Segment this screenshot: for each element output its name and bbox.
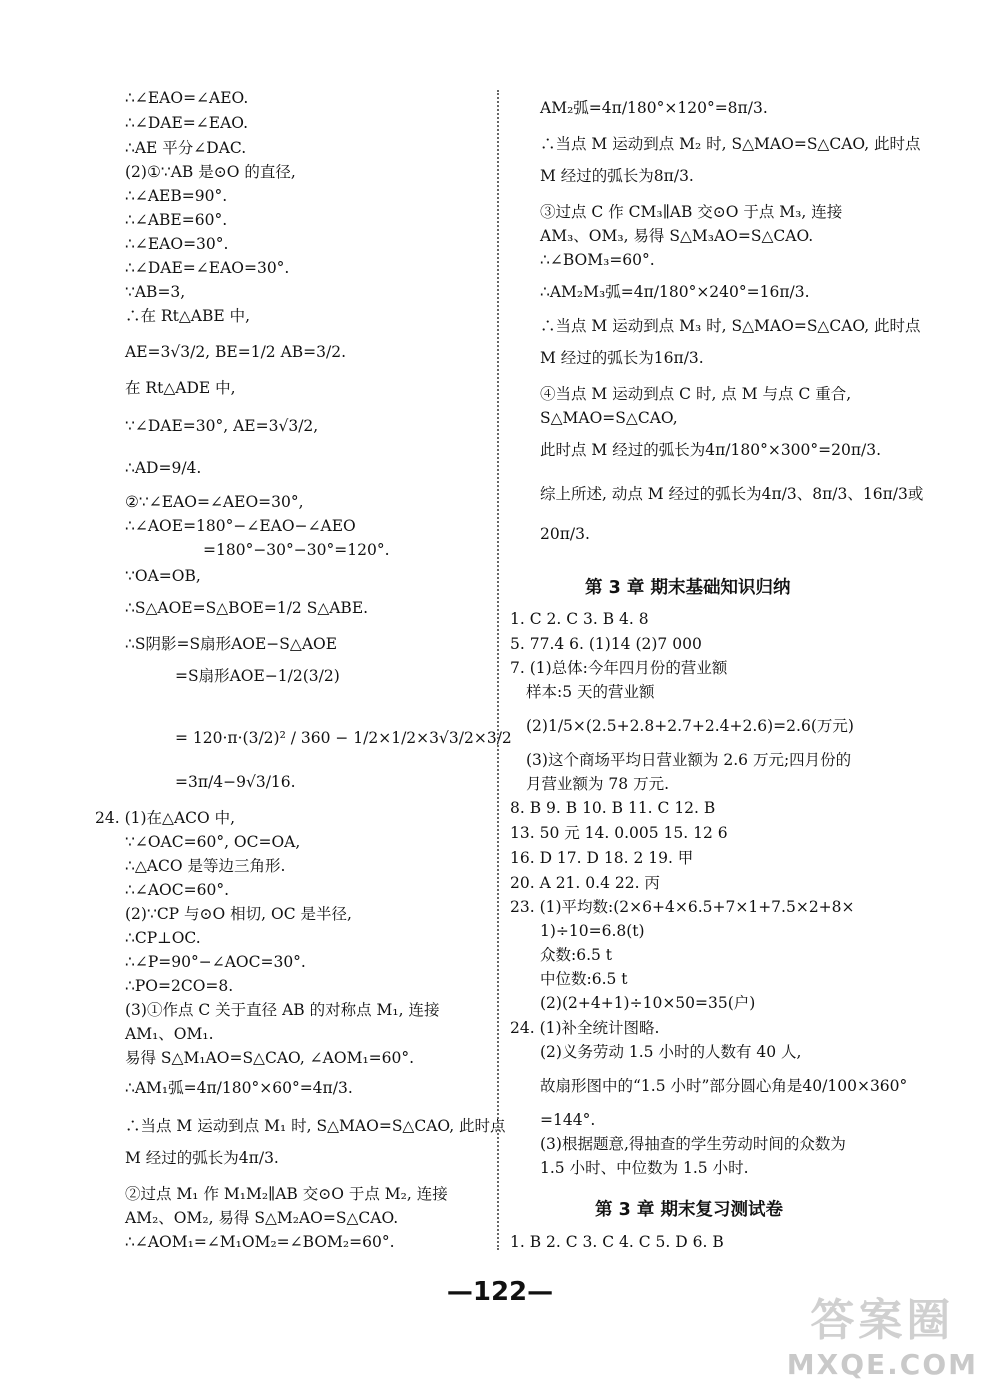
left-lines-29: ∴∠P=90°−∠AOC=30°. [125, 953, 306, 971]
right-lines-20: 月营业额为 78 万元. [526, 775, 670, 793]
right-lines-7: ∴当点 M 运动到点 M₃ 时, S△MAO=S△CAO, 此时点 [540, 317, 921, 335]
right-lines-12: 综上所述, 动点 M 经过的弧长为4π/3、8π/3、16π/3或 [540, 485, 924, 503]
left-lines-5: ∴∠ABE=60°. [125, 211, 228, 229]
left-lines-6: ∴∠EAO=30°. [125, 235, 229, 253]
right-lines-8: M 经过的弧长为16π/3. [540, 349, 704, 367]
left-lines-35: ∴当点 M 运动到点 M₁ 时, S△MAO=S△CAO, 此时点 [125, 1117, 506, 1135]
right-lines-33: =144°. [540, 1111, 596, 1129]
right-lines-4: AM₃、OM₃, 易得 S△M₃AO=S△CAO. [540, 227, 814, 245]
left-lines-4: ∴∠AEB=90°. [125, 187, 228, 205]
column-divider [497, 90, 500, 1250]
left-lines-2: ∴AE 平分∠DAC. [125, 139, 247, 157]
right-lines-29: (2)(2+4+1)÷10×50=35(户) [540, 994, 756, 1012]
right-lines-10: S△MAO=S△CAO, [540, 409, 678, 427]
right-lines-34: (3)根据题意,得抽查的学生劳动时间的众数为 [540, 1135, 846, 1153]
watermark-logo [787, 1284, 978, 1381]
right-lines-31: (2)义务劳动 1.5 小时的人数有 40 人, [540, 1043, 802, 1061]
right-lines-6: ∴AM₂M₃弧=4π/180°×240°=16π/3. [540, 283, 810, 301]
right-lines-11: 此时点 M 经过的弧长为4π/180°×300°=20π/3. [540, 441, 882, 459]
right-lines-19: (3)这个商场平均日营业额为 2.6 万元;四月份的 [526, 751, 852, 769]
left-lines-30: ∴PO=2CO=8. [125, 977, 234, 995]
right-lines-15: 5. 77.4 6. (1)14 (2)7 000 [510, 635, 702, 653]
left-lines-7: ∴∠DAE=∠EAO=30°. [125, 259, 290, 277]
left-lines-15: ∴∠AOE=180°−∠EAO−∠AEO [125, 517, 356, 535]
right-lines-3: ③过点 C 作 CM₃∥AB 交⊙O 于点 M₃, 连接 [540, 203, 843, 221]
left-lines-34: ∴AM₁弧=4π/180°×60°=4π/3. [125, 1079, 353, 1097]
right-lines-22: 13. 50 元 14. 0.005 15. 12 6 [510, 824, 728, 842]
left-lines-1: ∴∠DAE=∠EAO. [125, 114, 248, 132]
right-lines-21: 8. B 9. B 10. B 11. C 12. B [510, 799, 716, 817]
left-lines-27: (2)∵CP 与⊙O 相切, OC 是半径, [125, 905, 352, 923]
left-lines-11: 在 Rt△ADE 中, [125, 379, 236, 397]
left-lines-31: (3)①作点 C 关于直径 AB 的对称点 M₁, 连接 [125, 1001, 440, 1019]
right-lines-25: 23. (1)平均数:(2×6+4×6.5+7×1+7.5×2+8× [510, 898, 855, 916]
headings-0: 第 3 章 期末基础知识归纳 [585, 578, 791, 598]
left-lines-0: ∴∠EAO=∠AEO. [125, 89, 249, 107]
right-lines-28: 中位数:6.5 t [540, 970, 628, 988]
headings-1: 第 3 章 期末复习测试卷 [595, 1200, 783, 1220]
left-lines-19: ∴S阴影=S扇形AOE−S△AOE [125, 635, 338, 653]
left-lines-28: ∴CP⊥OC. [125, 929, 201, 947]
left-lines-32: AM₁、OM₁. [125, 1025, 214, 1043]
left-lines-21: = 120·π·(3/2)² / 360 − 1/2×1/2×3√3/2×3/2 [175, 729, 512, 747]
left-lines-23: 24. (1)在△ACO 中, [95, 809, 236, 827]
left-lines-8: ∵AB=3, [125, 283, 186, 301]
left-lines-18: ∴S△AOE=S△BOE=1/2 S△ABE. [125, 599, 369, 617]
right-lines-35: 1.5 小时、中位数为 1.5 小时. [540, 1159, 749, 1177]
left-lines-3: (2)①∵AB 是⊙O 的直径, [125, 163, 296, 181]
left-lines-13: ∴AD=9/4. [125, 459, 202, 477]
right-lines-26: 1)÷10=6.8(t) [540, 922, 645, 940]
left-lines-39: ∴∠AOM₁=∠M₁OM₂=∠BOM₂=60°. [125, 1233, 395, 1251]
right-lines-9: ④当点 M 运动到点 C 时, 点 M 与点 C 重合, [540, 385, 852, 403]
right-lines-36: 1. B 2. C 3. C 4. C 5. D 6. B [510, 1233, 724, 1251]
left-lines-22: =3π/4−9√3/16. [175, 773, 296, 791]
right-lines-27: 众数:6.5 t [540, 946, 613, 964]
right-lines-30: 24. (1)补全统计图略. [510, 1019, 660, 1037]
left-lines-33: 易得 S△M₁AO=S△CAO, ∠AOM₁=60°. [125, 1049, 415, 1067]
watermark-url: MXQE.COM [786, 1348, 978, 1381]
left-lines-17: ∵OA=OB, [125, 567, 201, 585]
left-lines-36: M 经过的弧长为4π/3. [125, 1149, 279, 1167]
left-lines-26: ∴∠AOC=60°. [125, 881, 229, 899]
right-lines-13: 20π/3. [540, 525, 590, 543]
page-number: —122— [446, 1277, 554, 1307]
right-lines-24: 20. A 21. 0.4 22. 丙 [510, 874, 660, 892]
right-lines-18: (2)1/5×(2.5+2.8+2.7+2.4+2.6)=2.6(万元) [526, 717, 854, 735]
left-lines-9: ∴在 Rt△ABE 中, [125, 307, 250, 325]
right-lines-16: 7. (1)总体:今年四月份的营业额 [510, 659, 728, 677]
watermark-seal: 答案圈 [810, 1295, 955, 1346]
left-lines-16: =180°−30°−30°=120°. [203, 541, 390, 559]
right-lines-1: ∴当点 M 运动到点 M₂ 时, S△MAO=S△CAO, 此时点 [540, 135, 921, 153]
right-lines-32: 故扇形图中的“1.5 小时”部分圆心角是40/100×360° [540, 1077, 908, 1095]
left-lines-37: ②过点 M₁ 作 M₁M₂∥AB 交⊙O 于点 M₂, 连接 [125, 1185, 448, 1203]
right-lines-0: AM₂弧=4π/180°×120°=8π/3. [540, 99, 768, 117]
right-lines-2: M 经过的弧长为8π/3. [540, 167, 694, 185]
left-lines-25: ∴△ACO 是等边三角形. [125, 857, 286, 875]
left-lines-10: AE=3√3/2, BE=1/2 AB=3/2. [125, 343, 347, 361]
right-lines-17: 样本:5 天的营业额 [526, 683, 655, 701]
right-lines-5: ∴∠BOM₃=60°. [540, 251, 655, 269]
left-lines-12: ∵∠DAE=30°, AE=3√3/2, [125, 417, 319, 435]
left-lines-14: ②∵∠EAO=∠AEO=30°, [125, 493, 304, 511]
left-lines-24: ∵∠OAC=60°, OC=OA, [125, 833, 301, 851]
right-lines-14: 1. C 2. C 3. B 4. 8 [510, 610, 649, 628]
left-lines-20: =S扇形AOE−1/2(3/2) [175, 667, 340, 685]
right-lines-23: 16. D 17. D 18. 2 19. 甲 [510, 849, 694, 867]
left-lines-38: AM₂、OM₂, 易得 S△M₂AO=S△CAO. [125, 1209, 399, 1227]
